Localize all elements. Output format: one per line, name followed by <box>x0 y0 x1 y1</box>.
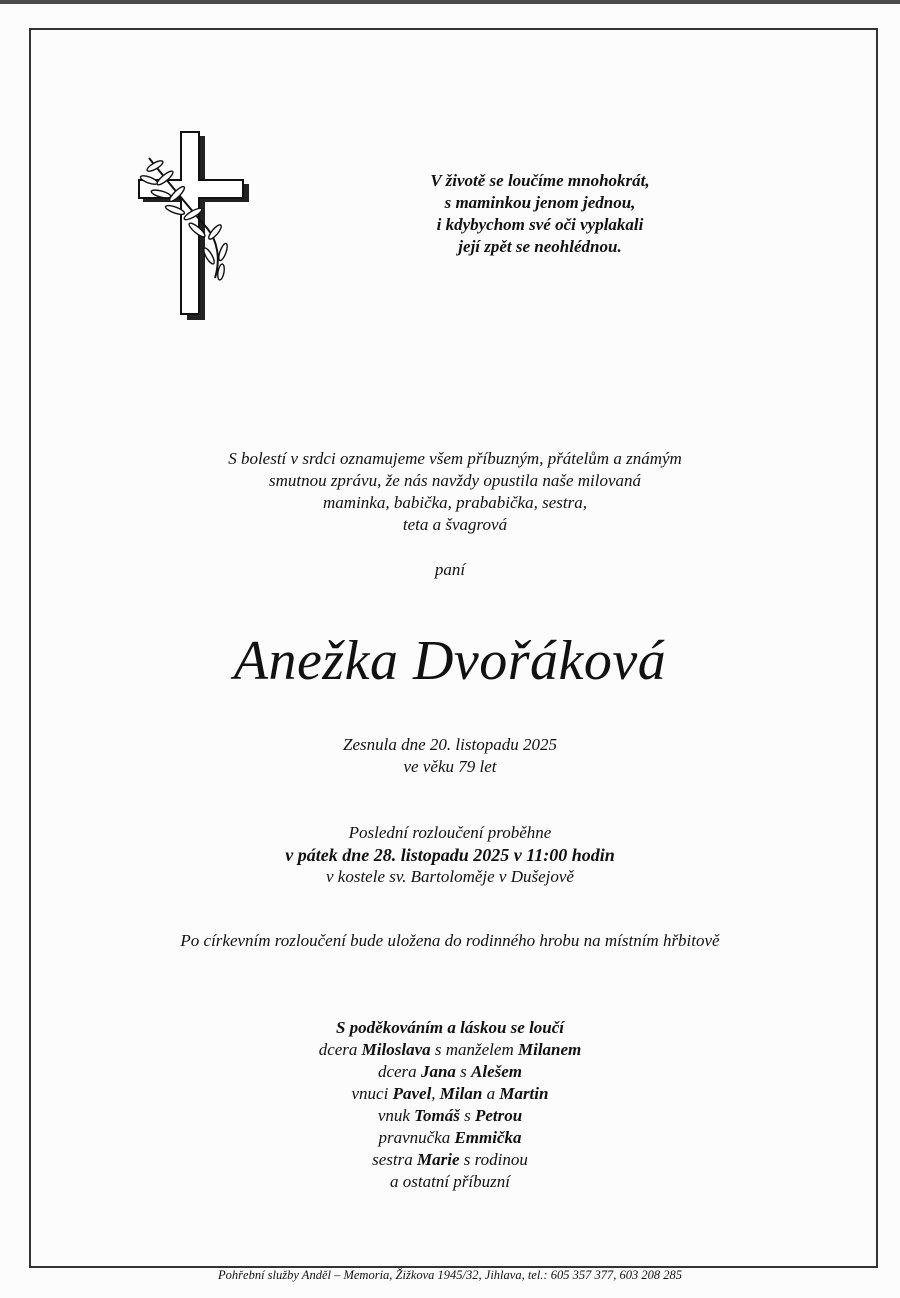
funeral-service-footer: Pohřební služby Anděl – Memoria, Žižkova 1945/32, Jihlava, tel.: 605 357 377, 603 208 285 <box>218 1268 682 1282</box>
death-age: ve věku 79 let <box>403 757 497 776</box>
announcement-line: smutnou zprávu, že nás navždy opustila naše milovaná <box>268 471 642 490</box>
farewell-info <box>0 822 900 888</box>
announcement-line: S bolestí v srdci oznamujeme všem příbuzným, přátelům a známým <box>228 449 682 468</box>
announcement <box>150 448 760 536</box>
motto-line: V životě se loučíme mnohokrát, <box>430 171 650 190</box>
death-info <box>0 734 900 778</box>
motto-line: její zpět se neohlédnou. <box>458 237 622 256</box>
mourner-row: dcera Jana s Alešem <box>377 1062 523 1081</box>
mourner-row: pravnučka Emmička <box>378 1128 522 1147</box>
farewell-datetime: v pátek dne 28. listopadu 2025 v 11:00 hodin <box>285 845 615 865</box>
mourner-row: vnuk Tomáš s Petrou <box>377 1106 523 1125</box>
announcement-line: teta a švagrová <box>402 515 508 534</box>
mourners-heading: S poděkováním a láskou se loučí <box>335 1018 565 1037</box>
mourners-closing: a ostatní příbuzní <box>390 1172 510 1191</box>
burial-note: Po církevním rozloučení bude uložena do rodinného hrobu na místním hřbitově <box>180 931 720 950</box>
mourners-list <box>0 1017 900 1193</box>
farewell-place: v kostele sv. Bartoloměje v Dušejově <box>326 867 574 886</box>
motto-verse <box>370 170 710 258</box>
deceased-name: Anežka Dvořáková <box>233 630 667 692</box>
honorific: paní <box>434 560 466 579</box>
announcement-line: maminka, babička, prababička, sestra, <box>323 493 587 512</box>
farewell-intro: Poslední rozloučení proběhne <box>348 823 552 842</box>
motto-line: s maminkou jenom jednou, <box>444 193 636 212</box>
motto-line: i kdybychom své oči vyplakali <box>436 215 644 234</box>
cross-with-palm-icon <box>135 128 255 320</box>
death-date: Zesnula dne 20. listopadu 2025 <box>343 735 557 754</box>
mourner-row: sestra Marie s rodinou <box>372 1150 528 1169</box>
scan-top-edge <box>0 0 900 4</box>
mourner-row: vnuci Pavel, Milan a Martin <box>351 1084 549 1103</box>
mourner-row: dcera Miloslava s manželem Milanem <box>318 1040 582 1059</box>
